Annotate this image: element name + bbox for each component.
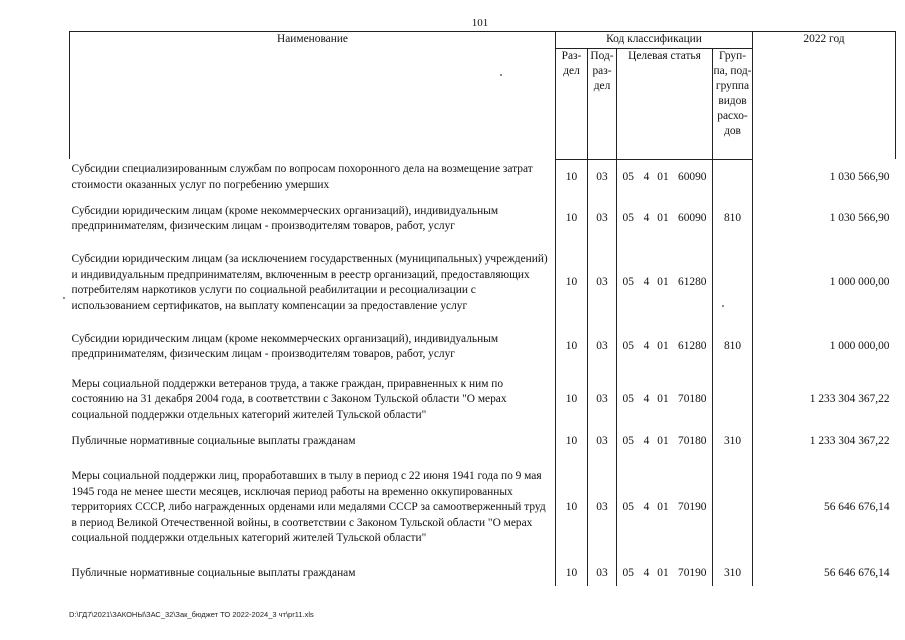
row-target-subprogram: 01 <box>657 340 669 353</box>
table-row <box>70 430 896 454</box>
row-target-program: 05 <box>617 562 640 586</box>
row-target-type: 4 <box>643 567 650 580</box>
row-expense-group: 810 <box>713 324 753 370</box>
row-target-direction: 61280 <box>678 276 707 289</box>
row-subsection: 03 <box>588 196 617 242</box>
table-row <box>70 454 896 562</box>
page-number: 101 <box>471 17 489 29</box>
row-amount: 1 030 566,90 <box>753 159 896 196</box>
row-section: 10 <box>556 370 588 430</box>
row-amount: 1 000 000,00 <box>753 242 896 324</box>
row-subsection: 03 <box>588 324 617 370</box>
row-target-subprogram: 01 <box>657 212 669 225</box>
row-target-program: 05 <box>617 159 640 196</box>
row-name: Меры социальной поддержки лиц, проработавших в тылу в период с 22 июня 1941 года по 9 мая 1945 года не менее шести месяцев, исключая период работы на временно оккупированных территориях СССР, либо награжденных орденами или медалями СССР за самоотверженный труд в период Великой Отечественной войны, в соответствии с Законом Тульской области "О мерах социальной поддержки отдельных категорий жителей Тульской области" <box>70 454 556 562</box>
row-expense-group: 310 <box>713 562 753 586</box>
scan-speck <box>63 297 65 299</box>
table-body <box>70 159 896 586</box>
row-name: Субсидии юридическим лицам (кроме некоммерческих организаций), индивидуальным предпринимателям, физическим лицам - производителям товаров, работ, услуг <box>70 196 556 242</box>
header-classification: Код классификации <box>556 32 753 49</box>
row-subsection: 03 <box>588 242 617 324</box>
row-name: Субсидии юридическим лицам (за исключением государственных (муниципальных) учреждений) и индивидуальным предпринимателям, включенным в реестр организаций, предоставляющих потребителям наркотиков услуги по социальной реабилитации и ресоциализации с использованием сертификатов, на выплату компенсации за предоставление услуг <box>70 242 556 324</box>
row-amount: 1 000 000,00 <box>753 324 896 370</box>
row-target-direction: 70190 <box>678 501 707 514</box>
row-name: Субсидии специализированным службам по вопросам похоронного дела на возмещение затрат стоимости оказанных услуг по погребению умерших <box>70 159 556 196</box>
row-amount: 56 646 676,14 <box>753 562 896 586</box>
row-name: Субсидии юридическим лицам (кроме некоммерческих организаций), индивидуальным предпринимателям, физическим лицам - производителям товаров, работ, услуг <box>70 324 556 370</box>
row-subsection: 03 <box>588 370 617 430</box>
scan-speck <box>500 74 502 76</box>
row-target-direction: 70180 <box>678 435 707 448</box>
header-section: Раз- дел <box>556 48 588 159</box>
row-expense-group <box>713 454 753 562</box>
row-name: Публичные нормативные социальные выплаты гражданам <box>70 430 556 454</box>
row-amount: 1 233 304 367,22 <box>753 430 896 454</box>
header-name: Наименование <box>70 32 556 160</box>
row-subsection: 03 <box>588 454 617 562</box>
row-target-program: 05 <box>617 196 640 242</box>
row-target-program: 05 <box>617 242 640 324</box>
row-amount: 1 030 566,90 <box>753 196 896 242</box>
row-target-type: 4 <box>643 171 650 183</box>
row-target-type: 4 <box>643 435 650 448</box>
row-section: 10 <box>556 430 588 454</box>
row-target-program: 05 <box>617 324 640 370</box>
row-target-type: 4 <box>643 276 650 289</box>
row-amount: 1 233 304 367,22 <box>753 370 896 430</box>
budget-table <box>69 31 896 586</box>
row-target-type: 4 <box>643 501 650 514</box>
row-expense-group <box>713 242 753 324</box>
row-target-subprogram: 01 <box>657 393 669 406</box>
row-target-direction: 61280 <box>678 340 707 353</box>
row-subsection: 03 <box>588 159 617 196</box>
header-subsection: Под- раз- дел <box>588 48 617 159</box>
row-expense-group: 810 <box>713 196 753 242</box>
row-subsection: 03 <box>588 430 617 454</box>
row-target-subprogram: 01 <box>657 435 669 448</box>
row-expense-group <box>713 159 753 196</box>
table-row <box>70 370 896 430</box>
table-row <box>70 159 896 196</box>
row-name: Меры социальной поддержки ветеранов труда, а также граждан, приравненных к ним по состоянию на 31 декабря 2004 года, в соответствии с Законом Тульской области "О мерах социальной поддержки отдельных категорий жителей Тульской области" <box>70 370 556 430</box>
row-target-program: 05 <box>617 370 640 430</box>
row-expense-group: 310 <box>713 430 753 454</box>
row-section: 10 <box>556 562 588 586</box>
row-target-subprogram: 01 <box>657 501 669 514</box>
row-target-type: 4 <box>643 212 650 225</box>
row-target-subprogram: 01 <box>657 276 669 289</box>
file-path-footer: D:\ГД7\2021\ЗАКОНЫ\ЗАС_32\Зак_бюджет ТО 2022-2024_3 чт\pr11.xls <box>69 610 314 619</box>
table-row <box>70 242 896 324</box>
table-row <box>70 562 896 586</box>
row-section: 10 <box>556 196 588 242</box>
table-row <box>70 196 896 242</box>
row-section: 10 <box>556 324 588 370</box>
row-target-direction: 70190 <box>678 567 707 580</box>
header-target-article: Целевая статья <box>617 48 713 159</box>
row-target-direction: 60090 <box>678 171 707 183</box>
row-target-type: 4 <box>643 393 650 406</box>
row-target-direction: 60090 <box>678 212 707 225</box>
row-target-program: 05 <box>617 430 640 454</box>
row-section: 10 <box>556 242 588 324</box>
row-section: 10 <box>556 454 588 562</box>
row-section: 10 <box>556 159 588 196</box>
header-year: 2022 год <box>753 32 896 160</box>
row-subsection: 03 <box>588 562 617 586</box>
scan-speck <box>722 305 724 307</box>
header-expense-group: Груп- па, под- группа видов расхо- дов <box>713 48 753 159</box>
row-target-program: 05 <box>617 454 640 562</box>
table-row <box>70 324 896 370</box>
row-target-subprogram: 01 <box>657 567 669 580</box>
row-amount: 56 646 676,14 <box>753 454 896 562</box>
row-target-type: 4 <box>643 340 650 353</box>
row-target-subprogram: 01 <box>657 171 669 183</box>
row-expense-group <box>713 370 753 430</box>
row-name: Публичные нормативные социальные выплаты гражданам <box>70 562 556 586</box>
table-header <box>70 32 896 160</box>
row-target-direction: 70180 <box>678 393 707 406</box>
